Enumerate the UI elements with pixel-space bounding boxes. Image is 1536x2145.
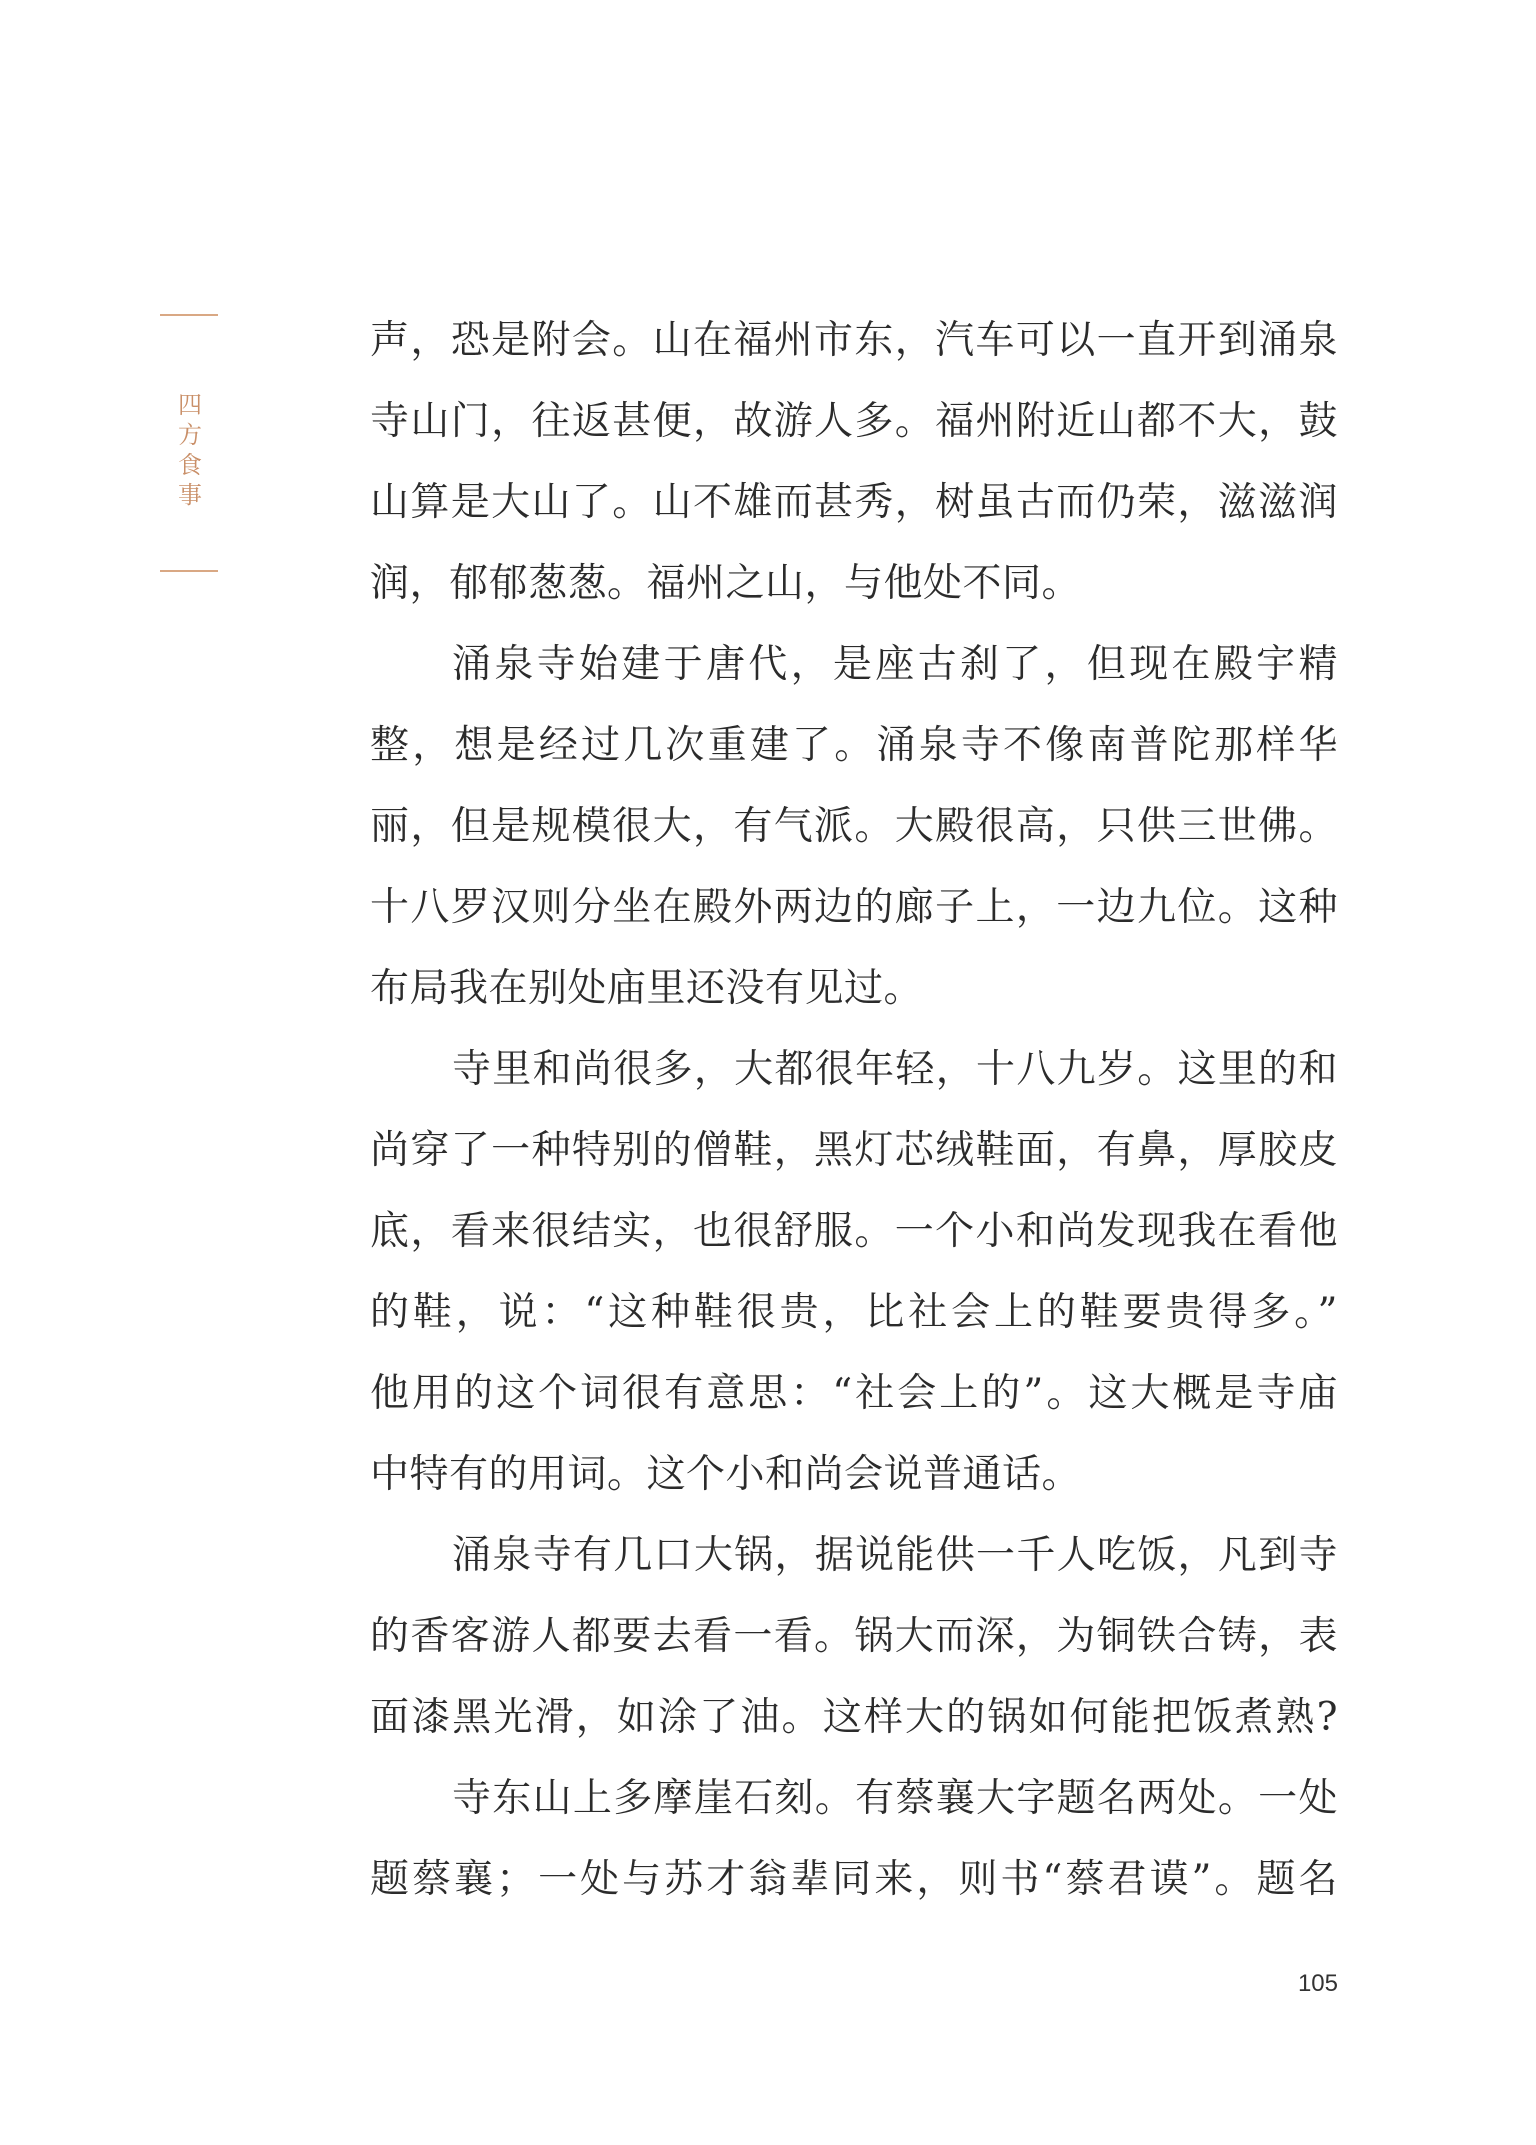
text-line: 的鞋，说：“这种鞋很贵，比社会上的鞋要贵得多。” <box>370 1290 1338 1335</box>
text-line: 寺里和尚很多，大都很年轻，十八九岁。这里的和 <box>452 1047 1338 1092</box>
text-line: 润，郁郁葱葱。福州之山，与他处不同。 <box>370 561 1082 606</box>
text-line: 声，恐是附会。山在福州市东，汽车可以一直开到涌泉 <box>370 318 1338 363</box>
section-title-char: 食 <box>178 451 202 479</box>
body-text <box>370 300 1338 1920</box>
side-rule-bottom <box>160 570 218 572</box>
text-line: 尚穿了一种特别的僧鞋，黑灯芯绒鞋面，有鼻，厚胶皮 <box>370 1128 1338 1173</box>
text-line: 他用的这个词很有意思：“社会上的”。这大概是寺庙 <box>370 1371 1338 1416</box>
text-line: 寺东山上多摩崖石刻。有蔡襄大字题名两处。一处 <box>452 1776 1338 1821</box>
text-line: 丽，但是规模很大，有气派。大殿很高，只供三世佛。 <box>370 804 1338 849</box>
text-line: 整，想是经过几次重建了。涌泉寺不像南普陀那样华 <box>370 723 1338 768</box>
text-line: 布局我在别处庙里还没有见过。 <box>370 966 924 1011</box>
text-line: 山算是大山了。山不雄而甚秀，树虽古而仍荣，滋滋润 <box>370 480 1338 525</box>
text-line: 十八罗汉则分坐在殿外两边的廊子上，一边九位。这种 <box>370 885 1338 930</box>
text-line: 题蔡襄；一处与苏才翁辈同来，则书“蔡君谟”。题名 <box>370 1857 1338 1902</box>
section-title-char: 四 <box>178 391 202 419</box>
text-line: 涌泉寺始建于唐代，是座古刹了，但现在殿宇精 <box>452 642 1338 687</box>
text-line: 中特有的用词。这个小和尚会说普通话。 <box>370 1452 1082 1497</box>
side-rule-top <box>160 314 218 316</box>
text-line: 底，看来很结实，也很舒服。一个小和尚发现我在看他 <box>370 1209 1338 1254</box>
text-line: 的香客游人都要去看一看。锅大而深，为铜铁合铸，表 <box>370 1614 1338 1659</box>
section-title <box>176 390 204 510</box>
section-title-char: 方 <box>178 421 202 449</box>
page-number: 105 <box>1297 1970 1338 1997</box>
text-line: 涌泉寺有几口大锅，据说能供一千人吃饭，凡到寺 <box>452 1533 1338 1578</box>
section-title-char: 事 <box>178 481 202 509</box>
text-line: 寺山门，往返甚便，故游人多。福州附近山都不大，鼓 <box>370 399 1338 444</box>
text-line: 面漆黑光滑，如涂了油。这样大的锅如何能把饭煮熟? <box>370 1695 1338 1740</box>
